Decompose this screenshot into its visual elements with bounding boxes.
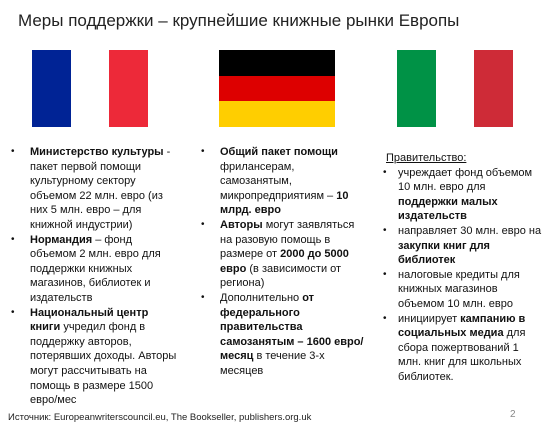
item-text: фрилансерам, самозанятым, микропредприятиям – (220, 160, 337, 202)
bullet-icon: • (383, 268, 387, 280)
bullet-icon: • (201, 146, 205, 157)
item-text: налоговые кредиты для книжных магазинов объемом 10 млн. евро (398, 268, 520, 310)
item-text: инициирует (398, 312, 461, 325)
flag-stripe (109, 50, 148, 127)
list-item (372, 312, 542, 385)
item-text: направляет 30 млн. евро на (398, 224, 542, 237)
france-measures (8, 145, 178, 408)
flag-germany-icon (219, 50, 335, 127)
bullet-icon: • (201, 291, 205, 303)
germany-measures (198, 145, 368, 379)
flag-stripe (71, 50, 110, 127)
list-item (372, 224, 542, 268)
slide-title: Меры поддержки – крупнейшие книжные рынки Европы (18, 11, 460, 30)
flag-stripe (397, 50, 436, 127)
item-text: (в зависимости от региона) (220, 262, 342, 290)
item-bold-text: от федерального правительства самозанятым – 1600 евро/месяц (220, 291, 364, 363)
item-bold-text: Общий пакет помощи (220, 146, 338, 158)
flag-italy-icon (397, 50, 513, 127)
bullet-icon: • (383, 166, 387, 178)
flag-stripe (219, 76, 335, 102)
list-item (8, 233, 178, 306)
item-bold-text: Нормандия (30, 233, 93, 246)
list-item (8, 306, 178, 408)
bullet-icon: • (11, 146, 15, 157)
item-bold-text: поддержки малых издательств (398, 195, 498, 223)
item-bold-text: Национальный центр книги (30, 306, 149, 334)
item-bold-text: 2000 до 5000 евро (220, 248, 349, 275)
list-item (198, 218, 368, 291)
flag-stripe (474, 50, 513, 127)
germany-list (198, 145, 368, 379)
item-bold-text: закупки книг для библиотек (398, 239, 490, 267)
item-text: - пакет первой помощи культурному сектору объемом 22 млн. евро (из них 5 млн. евро – для книжной индустрии) (30, 146, 171, 231)
item-text: могут заявляться на разовую помощь в размере от (220, 218, 355, 261)
flag-stripe (219, 50, 335, 76)
flag-france-icon (32, 50, 148, 127)
flag-stripe (219, 101, 335, 127)
item-bold-text: Министерство культуры (30, 146, 164, 158)
item-bold-text: кампанию в социальных медиа (398, 312, 526, 340)
item-bold-text: Авторы (220, 218, 263, 231)
list-item (198, 291, 368, 379)
italy-list (372, 166, 542, 385)
item-text: для сбора пожертвований 1 млн. книг для школьных библиотек. (398, 327, 526, 383)
bullet-icon: • (11, 233, 15, 245)
flag-stripe (32, 50, 71, 127)
government-label: Правительство: (386, 152, 467, 164)
italy-measures (372, 151, 542, 385)
bullet-icon: • (383, 312, 387, 324)
source-note: Источник: Europeanwriterscouncil.eu, The Bookseller, publishers.org.uk (8, 412, 312, 423)
bullet-icon: • (383, 224, 387, 236)
item-text: учреждает фонд объемом 10 млн. евро для (398, 166, 533, 194)
item-text: Дополнительно (220, 291, 303, 304)
list-item (372, 268, 542, 312)
item-text: учредил фонд в поддержку авторов, потерявших доходы. Авторы могут рассчитывать на помощь в размере 1500 евро/мес (30, 321, 177, 407)
bullet-icon: • (201, 218, 205, 230)
page-number: 2 (510, 409, 516, 420)
list-item (8, 145, 178, 233)
flag-stripe (436, 50, 475, 127)
list-item (198, 145, 368, 218)
bullet-icon: • (11, 306, 15, 318)
item-text: в течение 3-х месяцев (220, 350, 325, 377)
item-bold-text: 10 млрд. евро (220, 189, 349, 217)
list-item (372, 166, 542, 224)
item-text: – фонд объемом 2 млн. евро для поддержки книжных магазинов, библиотек и издательств (30, 233, 161, 304)
france-list (8, 145, 178, 408)
